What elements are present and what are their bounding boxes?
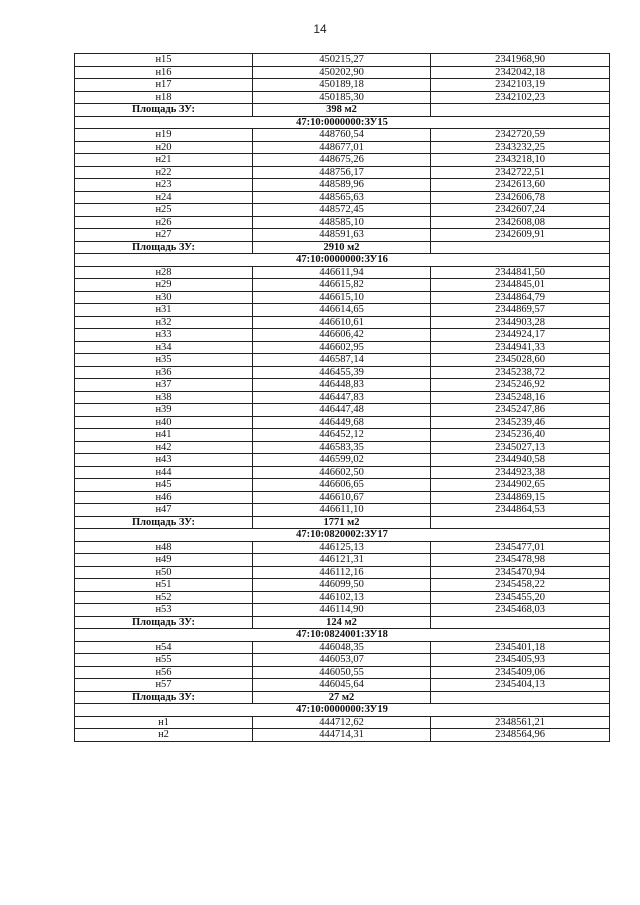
point-id: н24 [75,191,253,204]
coordinate-x: 446447,48 [253,404,431,417]
parcel-area-row [75,516,610,529]
coordinate-x: 446048,35 [253,641,431,654]
coordinate-row [75,129,610,142]
coordinate-x: 446102,13 [253,591,431,604]
coordinate-x: 450189,18 [253,79,431,92]
coordinate-y: 2345470,94 [431,566,610,579]
coordinate-x: 446053,07 [253,654,431,667]
point-id: н16 [75,66,253,79]
point-id: н45 [75,479,253,492]
coordinate-x: 446606,65 [253,479,431,492]
coordinate-y: 2345409,06 [431,666,610,679]
coordinate-y: 2344903,28 [431,316,610,329]
coordinate-row [75,429,610,442]
point-id: н48 [75,541,253,554]
coordinate-x: 446610,61 [253,316,431,329]
coordinate-x: 448589,96 [253,179,431,192]
coordinate-x: 446099,50 [253,579,431,592]
coordinate-row [75,729,610,742]
area-value: 1771 м2 [253,516,431,529]
parcel-heading-row [75,254,610,267]
point-id: н56 [75,666,253,679]
point-id: н49 [75,554,253,567]
parcel-cadastral-number: 47:10:0820002:ЗУ17 [75,529,610,542]
area-empty-cell [431,104,610,117]
coordinate-y: 2345478,98 [431,554,610,567]
coordinate-y: 2342607,24 [431,204,610,217]
point-id: н26 [75,216,253,229]
coordinate-row [75,579,610,592]
coordinate-row [75,391,610,404]
point-id: н39 [75,404,253,417]
coordinate-y: 2341968,90 [431,54,610,67]
coordinate-row [75,329,610,342]
point-id: н55 [75,654,253,667]
point-id: н27 [75,229,253,242]
coordinate-row [75,166,610,179]
coordinate-x: 444714,31 [253,729,431,742]
area-value: 27 м2 [253,691,431,704]
point-id: н50 [75,566,253,579]
coordinate-row [75,466,610,479]
point-id: н44 [75,466,253,479]
point-id: н34 [75,341,253,354]
coordinate-y: 2345468,03 [431,604,610,617]
coordinate-y: 2344864,53 [431,504,610,517]
coordinate-x: 446121,31 [253,554,431,567]
coordinate-y: 2345458,22 [431,579,610,592]
coordinate-y: 2344864,79 [431,291,610,304]
coordinate-row [75,341,610,354]
coordinate-row [75,679,610,692]
point-id: н36 [75,366,253,379]
coordinate-row [75,504,610,517]
point-id: н41 [75,429,253,442]
coordinate-y: 2344924,17 [431,329,610,342]
coordinate-row [75,229,610,242]
coordinate-x: 446583,35 [253,441,431,454]
coordinate-x: 446448,83 [253,379,431,392]
coordinate-y: 2342103,19 [431,79,610,92]
coordinate-row [75,216,610,229]
coordinate-x: 446112,16 [253,566,431,579]
coordinate-x: 446050,55 [253,666,431,679]
coordinate-x: 448572,45 [253,204,431,217]
coordinate-y: 2342042,18 [431,66,610,79]
coordinate-row [75,454,610,467]
coordinate-x: 446615,10 [253,291,431,304]
coordinates-table [74,53,610,742]
coordinate-y: 2343232,25 [431,141,610,154]
coordinate-y: 2345239,46 [431,416,610,429]
coordinate-y: 2344869,57 [431,304,610,317]
coordinate-y: 2345404,13 [431,679,610,692]
area-label: Площадь ЗУ: [75,104,253,117]
point-id: н52 [75,591,253,604]
point-id: н35 [75,354,253,367]
coordinate-x: 446452,12 [253,429,431,442]
coordinate-row [75,291,610,304]
coordinate-y: 2342608,08 [431,216,610,229]
point-id: н40 [75,416,253,429]
coordinate-row [75,554,610,567]
coordinate-y: 2342613,60 [431,179,610,192]
coordinate-x: 446599,02 [253,454,431,467]
point-id: н47 [75,504,253,517]
coordinate-x: 448756,17 [253,166,431,179]
coordinate-x: 450202,90 [253,66,431,79]
coordinate-row [75,366,610,379]
coordinate-x: 446606,42 [253,329,431,342]
point-id: н42 [75,441,253,454]
coordinate-x: 448565,63 [253,191,431,204]
coordinate-y: 2348564,96 [431,729,610,742]
parcel-area-row [75,241,610,254]
area-label: Площадь ЗУ: [75,516,253,529]
coordinate-row [75,154,610,167]
parcel-heading-row [75,529,610,542]
coordinate-x: 446614,65 [253,304,431,317]
point-id: н29 [75,279,253,292]
coordinate-row [75,716,610,729]
area-value: 124 м2 [253,616,431,629]
area-empty-cell [431,516,610,529]
coordinate-x: 448677,01 [253,141,431,154]
point-id: н19 [75,129,253,142]
point-id: н53 [75,604,253,617]
coordinate-x: 446602,50 [253,466,431,479]
coordinate-row [75,566,610,579]
coordinate-x: 444712,62 [253,716,431,729]
point-id: н51 [75,579,253,592]
parcel-area-row [75,104,610,117]
coordinate-y: 2342722,51 [431,166,610,179]
point-id: н32 [75,316,253,329]
coordinate-row [75,541,610,554]
coordinate-y: 2345248,16 [431,391,610,404]
coordinate-row [75,479,610,492]
parcel-area-row [75,616,610,629]
coordinate-row [75,641,610,654]
coordinate-x: 450185,30 [253,91,431,104]
coordinate-y: 2344941,33 [431,341,610,354]
coordinate-row [75,304,610,317]
coordinate-row [75,491,610,504]
coordinate-x: 446611,94 [253,266,431,279]
area-label: Площадь ЗУ: [75,241,253,254]
coordinate-y: 2344902,65 [431,479,610,492]
coordinate-x: 446447,83 [253,391,431,404]
coordinate-row [75,79,610,92]
point-id: н21 [75,154,253,167]
coordinate-row [75,191,610,204]
coordinate-y: 2344923,38 [431,466,610,479]
point-id: н17 [75,79,253,92]
point-id: н31 [75,304,253,317]
coordinate-x: 446602,95 [253,341,431,354]
coordinate-row [75,91,610,104]
coordinate-y: 2345236,40 [431,429,610,442]
coordinate-y: 2344841,50 [431,266,610,279]
coordinate-y: 2342606,78 [431,191,610,204]
point-id: н37 [75,379,253,392]
point-id: н33 [75,329,253,342]
coordinate-y: 2345028,60 [431,354,610,367]
coordinate-row [75,666,610,679]
coordinate-x: 446125,13 [253,541,431,554]
parcel-cadastral-number: 47:10:0000000:ЗУ19 [75,704,610,717]
parcel-cadastral-number: 47:10:0824001:ЗУ18 [75,629,610,642]
coordinate-x: 446615,82 [253,279,431,292]
area-empty-cell [431,241,610,254]
coordinate-y: 2348561,21 [431,716,610,729]
coordinate-row [75,404,610,417]
area-label: Площадь ЗУ: [75,616,253,629]
coordinate-y: 2344940,58 [431,454,610,467]
coordinate-row [75,279,610,292]
point-id: н15 [75,54,253,67]
coordinate-row [75,66,610,79]
coordinate-row [75,591,610,604]
point-id: н1 [75,716,253,729]
area-empty-cell [431,691,610,704]
coordinate-y: 2342720,59 [431,129,610,142]
coordinate-y: 2345238,72 [431,366,610,379]
coordinate-x: 448760,54 [253,129,431,142]
area-empty-cell [431,616,610,629]
coordinate-y: 2342609,91 [431,229,610,242]
coordinate-y: 2345247,86 [431,404,610,417]
coordinate-x: 446610,67 [253,491,431,504]
coordinate-x: 448585,10 [253,216,431,229]
coordinate-row [75,266,610,279]
coordinate-x: 446449,68 [253,416,431,429]
page-number: 14 [313,22,327,36]
point-id: н38 [75,391,253,404]
parcel-cadastral-number: 47:10:0000000:ЗУ16 [75,254,610,267]
coordinate-y: 2345401,18 [431,641,610,654]
parcel-heading-row [75,704,610,717]
point-id: н46 [75,491,253,504]
point-id: н54 [75,641,253,654]
coordinate-row [75,316,610,329]
area-value: 2910 м2 [253,241,431,254]
coordinate-x: 446045,64 [253,679,431,692]
point-id: н23 [75,179,253,192]
coordinate-y: 2345027,13 [431,441,610,454]
coordinate-row [75,441,610,454]
parcel-heading-row [75,116,610,129]
coordinate-row [75,141,610,154]
point-id: н20 [75,141,253,154]
coordinate-x: 446587,14 [253,354,431,367]
coordinate-row [75,54,610,67]
point-id: н22 [75,166,253,179]
coordinate-row [75,416,610,429]
coordinate-row [75,204,610,217]
point-id: н25 [75,204,253,217]
coordinate-x: 448591,63 [253,229,431,242]
point-id: н2 [75,729,253,742]
coordinate-y: 2345405,93 [431,654,610,667]
coordinate-x: 446611,10 [253,504,431,517]
coordinate-row [75,354,610,367]
coordinate-y: 2345455,20 [431,591,610,604]
coordinate-x: 448675,26 [253,154,431,167]
parcel-heading-row [75,629,610,642]
parcel-area-row [75,691,610,704]
point-id: н28 [75,266,253,279]
coordinates-table-body [75,54,610,742]
area-label: Площадь ЗУ: [75,691,253,704]
coordinate-y: 2345477,01 [431,541,610,554]
coordinate-y: 2342102,23 [431,91,610,104]
coordinate-row [75,654,610,667]
point-id: н57 [75,679,253,692]
coordinate-x: 446455,39 [253,366,431,379]
coordinate-x: 446114,90 [253,604,431,617]
coordinate-x: 450215,27 [253,54,431,67]
coordinate-row [75,604,610,617]
point-id: н30 [75,291,253,304]
coordinate-y: 2344869,15 [431,491,610,504]
parcel-cadastral-number: 47:10:0000000:ЗУ15 [75,116,610,129]
coordinate-y: 2345246,92 [431,379,610,392]
coordinate-row [75,179,610,192]
coordinate-y: 2344845,01 [431,279,610,292]
point-id: н18 [75,91,253,104]
coordinate-y: 2343218,10 [431,154,610,167]
area-value: 398 м2 [253,104,431,117]
point-id: н43 [75,454,253,467]
coordinate-row [75,379,610,392]
